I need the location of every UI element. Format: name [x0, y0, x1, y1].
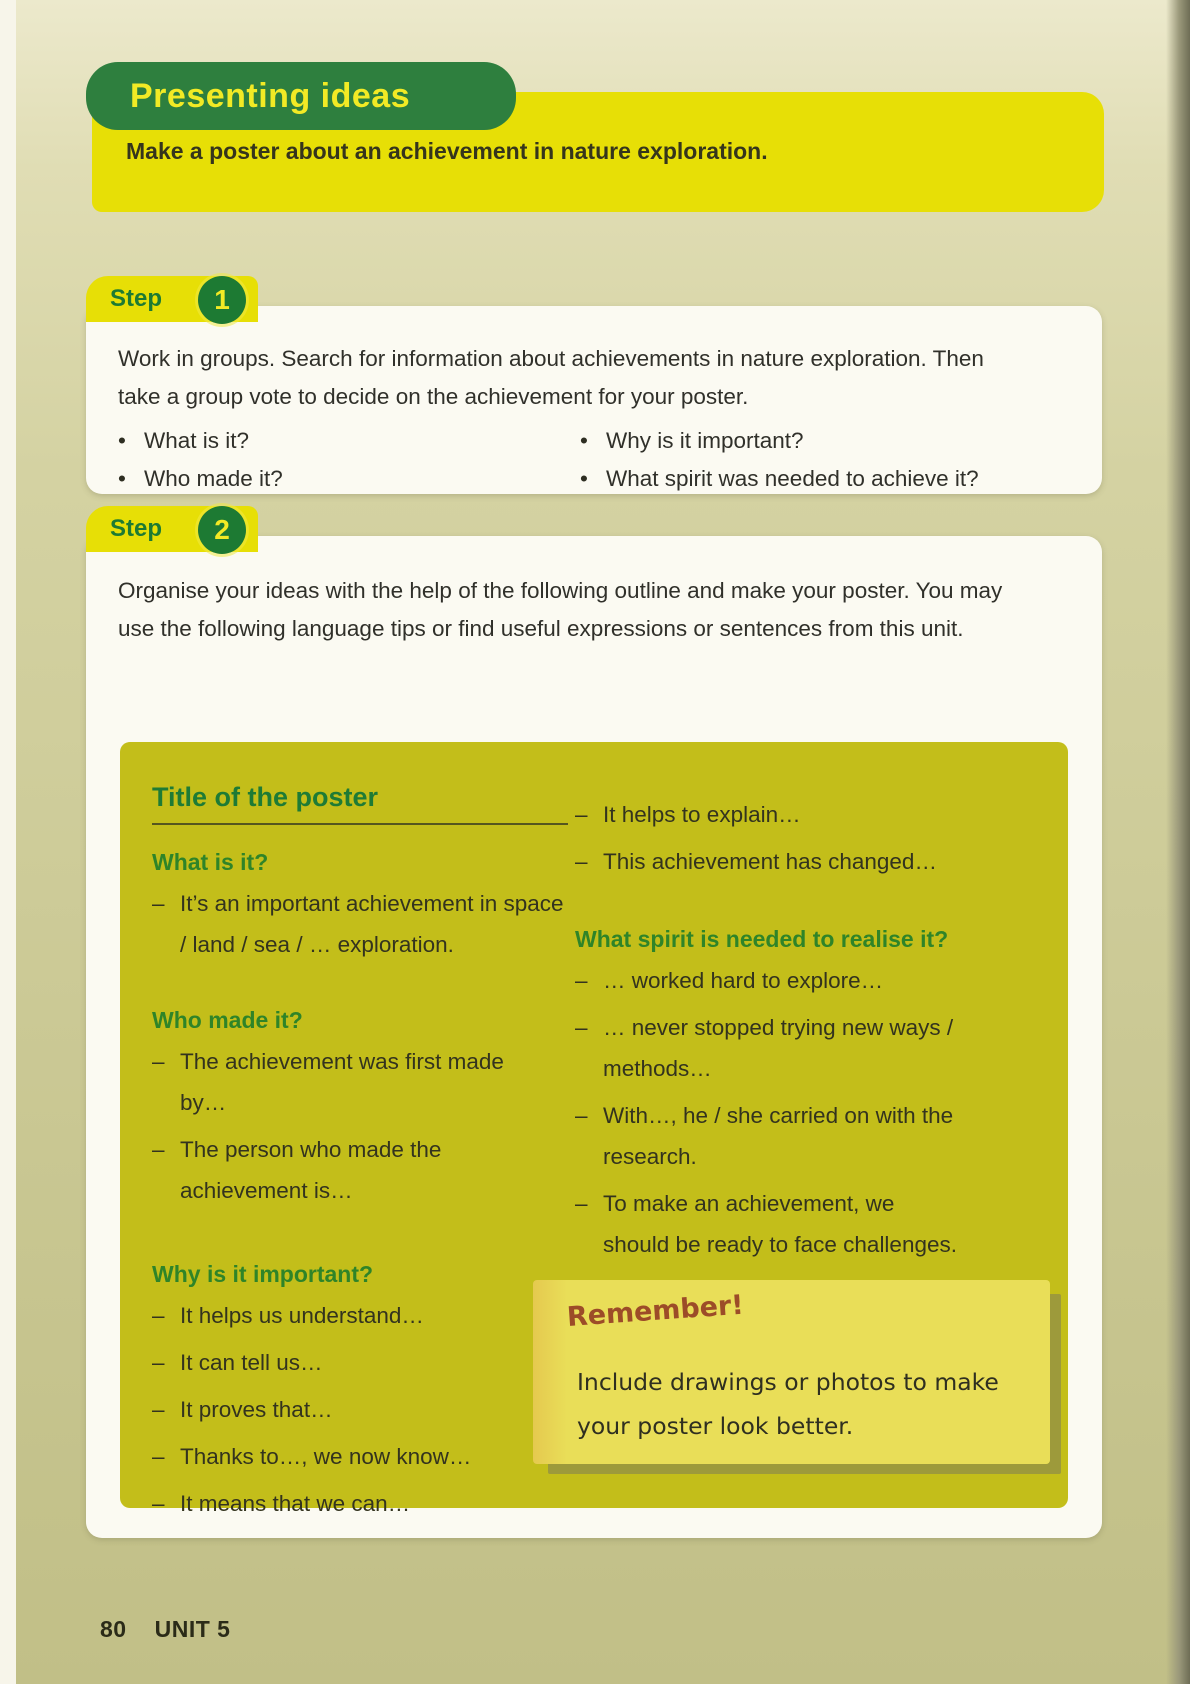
step1-tab — [86, 276, 258, 322]
tip-item — [152, 1295, 572, 1336]
tip-item — [152, 883, 572, 965]
dash: – — [152, 1303, 165, 1328]
dash: – — [152, 1444, 165, 1469]
step1-bullets-left — [118, 422, 283, 498]
page-number: 80 — [100, 1616, 127, 1642]
bullet-text: What spirit was needed to achieve it? — [606, 466, 979, 491]
tip-text: With…, he / she carried on with the research. — [603, 1103, 954, 1169]
page-footer — [100, 1616, 230, 1643]
step1-label: Step — [110, 285, 163, 312]
tip-text: It proves that… — [180, 1397, 333, 1422]
language-tips-box — [120, 742, 1068, 1516]
dash: – — [575, 1103, 588, 1128]
scan-edge-left — [0, 0, 16, 1684]
tip-item — [575, 1183, 1055, 1265]
tips-left-column — [152, 782, 572, 1524]
section-title: Presenting ideas — [130, 76, 411, 115]
step1-bullets-right — [580, 422, 979, 498]
dash: – — [575, 1015, 588, 1040]
step2-number: 2 — [214, 514, 230, 545]
tip-item — [152, 1342, 572, 1383]
tip-item — [575, 1007, 1055, 1089]
tips-heading-why: Why is it important? — [152, 1261, 374, 1287]
step2-tab — [86, 506, 258, 552]
unit-label: UNIT 5 — [154, 1616, 231, 1642]
bullet-item — [118, 422, 283, 460]
tip-text: It’s an important achievement in space / land / sea / … exploration. — [180, 891, 564, 957]
dash: – — [152, 1049, 165, 1074]
tips-heading-spirit: What spirit is needed to realise it? — [575, 926, 949, 952]
dash: – — [575, 802, 588, 827]
scan-edge-right — [1166, 0, 1190, 1684]
dash: – — [152, 891, 165, 916]
dash: – — [575, 849, 588, 874]
remember-note — [533, 1280, 1050, 1464]
step1-number-badge — [198, 276, 246, 324]
tip-item — [575, 794, 1055, 835]
step2-paragraph: Organise your ideas with the help of the following outline and make your poster. You may use the following language tips or find useful expressions or sentences from this unit. — [118, 578, 1003, 641]
dash: – — [575, 1191, 588, 1216]
remember-text: Include drawings or photos to make your poster look better. — [577, 1368, 999, 1440]
tip-text: It can tell us… — [180, 1350, 323, 1375]
step2-number-badge — [198, 506, 246, 554]
tip-item — [152, 1041, 572, 1123]
dash: – — [152, 1397, 165, 1422]
tip-text: It means that we can… — [180, 1491, 411, 1516]
bullet-char: • — [580, 428, 588, 453]
tip-item — [152, 1436, 572, 1477]
tip-text: It helps to explain… — [603, 802, 801, 827]
tips-right-column — [575, 788, 1055, 1265]
bullet-char: • — [118, 466, 126, 491]
bullet-item — [580, 422, 979, 460]
tip-text: … never stopped trying new ways / methods… — [603, 1015, 954, 1081]
dash: – — [152, 1350, 165, 1375]
tip-text: This achievement has changed… — [603, 849, 937, 874]
step1-number: 1 — [214, 284, 230, 315]
tip-item — [152, 1389, 572, 1430]
tip-item — [575, 1095, 1055, 1177]
task-text: Make a poster about an achievement in nature exploration. — [126, 138, 768, 164]
tip-item — [575, 960, 1055, 1001]
tip-text: The person who made the achievement is… — [180, 1137, 442, 1203]
bullet-text: What is it? — [144, 428, 250, 453]
tip-text: Thanks to…, we now know… — [180, 1444, 472, 1469]
remember-title: Remember! — [565, 1289, 745, 1333]
bullet-text: Why is it important? — [606, 428, 804, 453]
tips-heading-who: Who made it? — [152, 1007, 303, 1033]
tip-item — [575, 841, 1055, 882]
bullet-text: Who made it? — [144, 466, 283, 491]
tip-item — [152, 1129, 572, 1211]
tip-text: … worked hard to explore… — [603, 968, 884, 993]
step1-panel — [86, 306, 1102, 494]
step1-paragraph: Work in groups. Search for information about achievements in nature exploration. Then take a group vote to decide on the achievement for your poster. — [118, 346, 984, 409]
dash: – — [575, 968, 588, 993]
bullet-item — [580, 460, 979, 498]
step2-label: Step — [110, 515, 163, 542]
tip-text: To make an achievement, we should be ready to face challenges. — [603, 1191, 957, 1257]
bullet-char: • — [580, 466, 588, 491]
step2-panel — [86, 536, 1102, 1538]
tips-heading-what: What is it? — [152, 849, 269, 875]
tip-text: The achievement was first made by… — [180, 1049, 504, 1115]
section-title-pill — [86, 62, 516, 130]
dash: – — [152, 1137, 165, 1162]
dash: – — [152, 1491, 165, 1516]
tip-item — [152, 1483, 572, 1524]
tips-title: Title of the poster — [152, 782, 379, 812]
tip-text: It helps us understand… — [180, 1303, 424, 1328]
bullet-item — [118, 460, 283, 498]
tips-title-underline — [152, 823, 568, 825]
bullet-char: • — [118, 428, 126, 453]
